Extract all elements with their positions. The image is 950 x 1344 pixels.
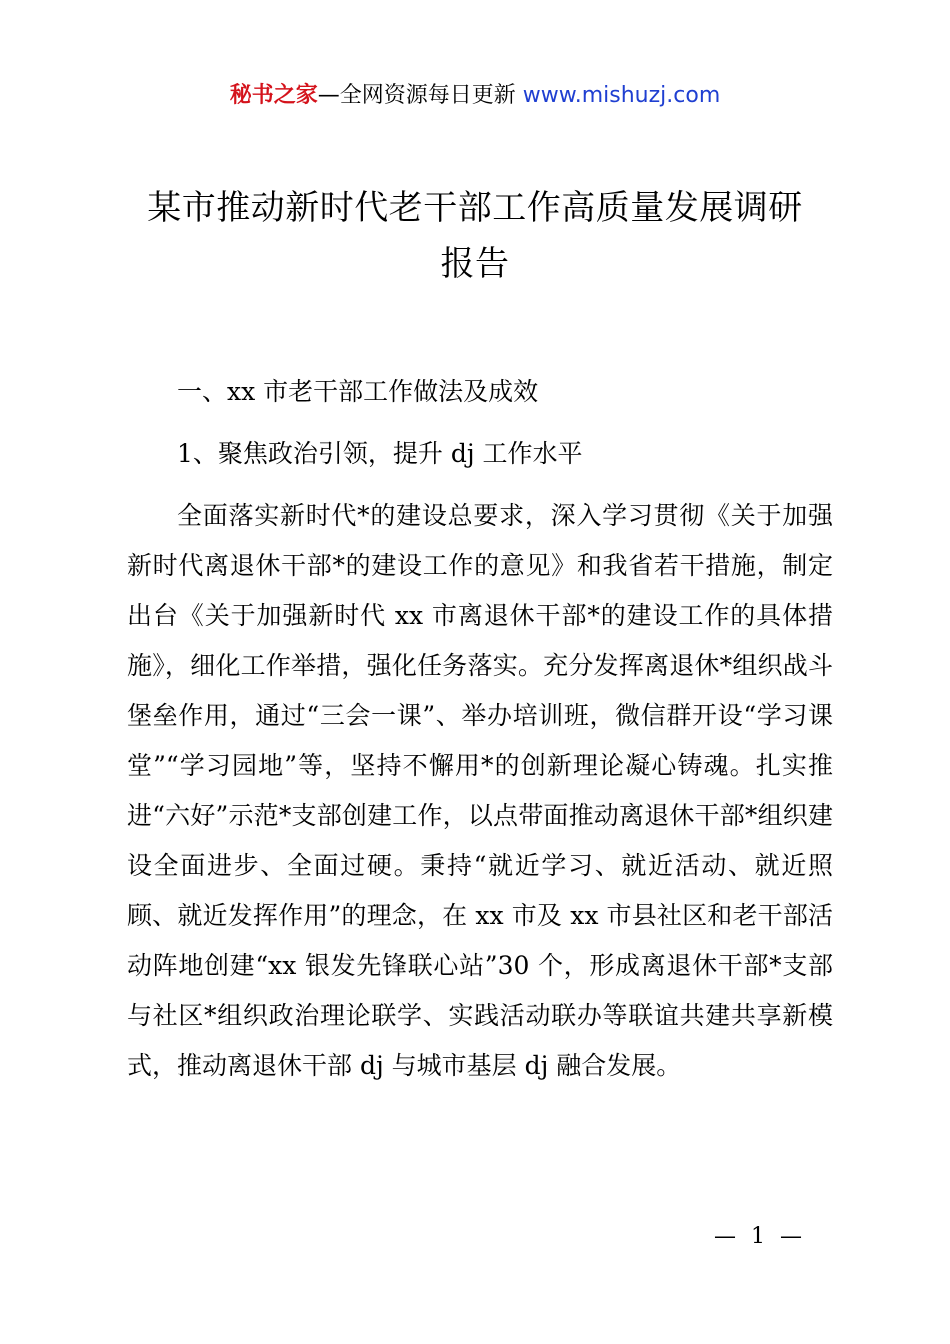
title-line-1: 某市推动新时代老干部工作高质量发展调研 — [147, 188, 803, 228]
section-heading: 一、xx 市老干部工作做法及成效 — [177, 377, 539, 406]
body-paragraph: 全面落实新时代*的建设总要求，深入学习贯彻《关于加强新时代离退休干部*的建设工作的意见》和我省若干措施，制定出台《关于加强新时代 xx 市离退休干部*的建设工作的具体措施》，细化工作举措，强化任务落实。充分发挥离退休*组织战斗堡垒作用，通过“三会一课”、举办培训班，微信群开设“学习课堂”“学习园地”等，坚持不懈用*的创新理论凝心铸魂。扎实推进“六好”示范*支部创建工作，以点带面推动离退休干部*组织建设全面进步、全面过硬。秉持“就近学习、就近活动、就近照顾、就近发挥作用”的理念，在 xx 市及 xx 市县社区和老干部活动阵地创建“xx 银发先锋联心站”30 个，形成离退休干部*支部与社区*组织政治理论联学、实践活动联办等联谊共建共享新模式，推动离退休干部 dj 与城市基层 dj 融合发展。 — [127, 501, 833, 1080]
site-slogan: —全网资源每日更新 — [317, 83, 523, 108]
document-body — [127, 367, 833, 1091]
subsection-heading: 1、聚焦政治引领，提升 dj 工作水平 — [177, 439, 583, 468]
site-brand: 秘书之家 — [229, 83, 318, 108]
title-line-2: 报告 — [440, 244, 510, 284]
page-number: — 1 — — [714, 1224, 806, 1249]
site-header — [0, 80, 950, 112]
document-title — [110, 180, 840, 292]
site-url-link[interactable]: www.mishuzj.com — [522, 83, 721, 108]
